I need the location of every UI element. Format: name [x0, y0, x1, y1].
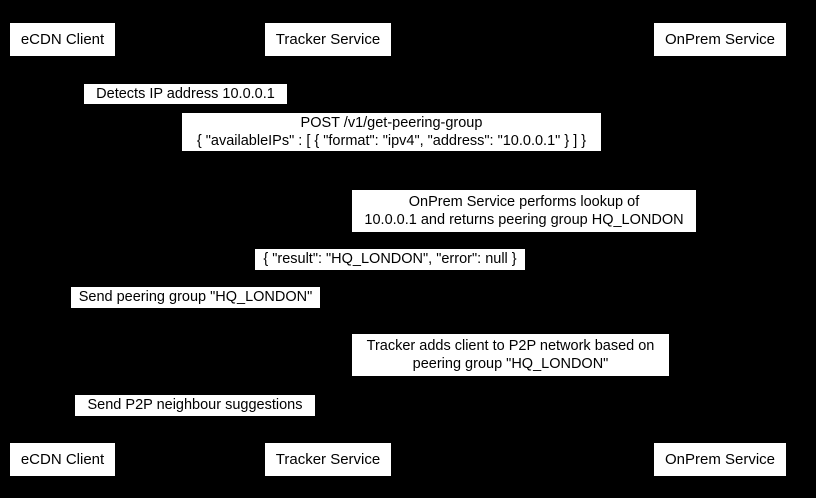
message-send-neighbour-suggestions — [75, 395, 315, 416]
participant-label: Tracker Service — [275, 451, 381, 468]
message-line: { "result": "HQ_LONDON", "error": null } — [263, 251, 517, 268]
participant-onprem-service-footer[interactable] — [654, 443, 786, 476]
message-line: { "availableIPs" : [ { "format": "ipv4", "address": "10.0.0.1" } ] } — [196, 133, 587, 149]
message-post-get-peering-group — [182, 113, 601, 151]
message-send-peering-group — [71, 287, 320, 308]
note-line: Tracker adds client to P2P network based on — [366, 337, 655, 354]
participant-onprem-service-header[interactable] — [654, 23, 786, 56]
message-line: Send P2P neighbour suggestions — [87, 397, 303, 414]
note-onprem-lookup — [352, 190, 696, 232]
message-line: Detects IP address 10.0.0.1 — [96, 85, 275, 102]
participant-label: OnPrem Service — [664, 451, 776, 468]
message-line: Send peering group "HQ_LONDON" — [78, 289, 313, 306]
participant-label: eCDN Client — [20, 31, 105, 48]
participant-label: eCDN Client — [20, 451, 105, 468]
message-lookup-result — [255, 249, 525, 270]
participant-label: OnPrem Service — [664, 31, 776, 48]
message-detect-ip — [84, 84, 287, 104]
participant-ecdn-client-header[interactable] — [10, 23, 115, 56]
participant-ecdn-client-footer[interactable] — [10, 443, 115, 476]
note-tracker-adds-client — [352, 334, 669, 376]
note-line: peering group "HQ_LONDON" — [412, 356, 609, 372]
participant-label: Tracker Service — [275, 31, 381, 48]
participant-tracker-service-footer[interactable] — [265, 443, 391, 476]
participant-tracker-service-header[interactable] — [265, 23, 391, 56]
note-line: 10.0.0.1 and returns peering group HQ_LONDON — [364, 212, 684, 228]
note-line: OnPrem Service performs lookup of — [408, 193, 640, 210]
message-line: POST /v1/get-peering-group — [300, 114, 483, 131]
